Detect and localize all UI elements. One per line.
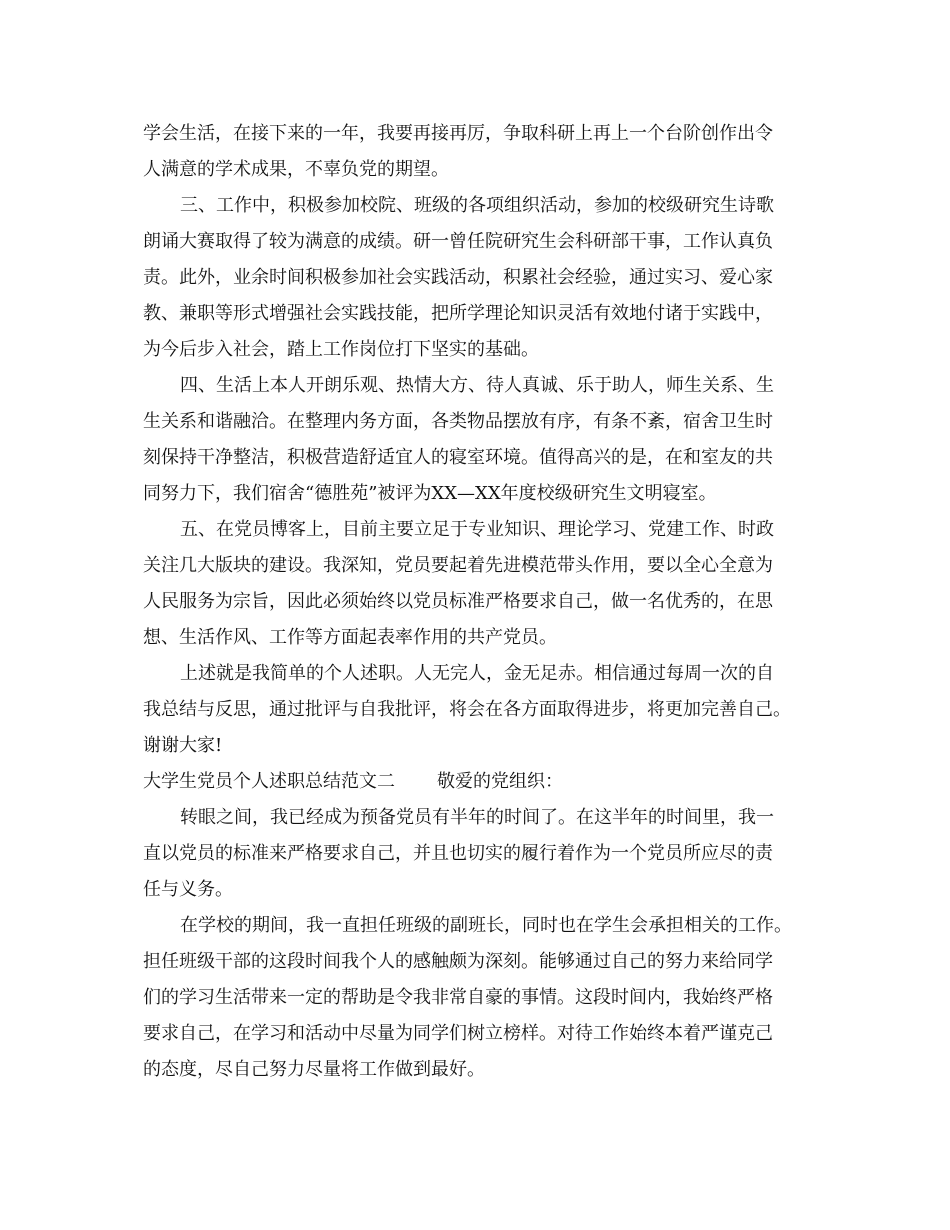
document-body <box>143 116 811 1088</box>
text-line: 我总结与反思，通过批评与自我批评，将会在各方面取得进步，将更加完善自己。 <box>143 699 791 720</box>
text-line: 同努力下，我们宿舍“德胜苑”被评为XX—XX年度校级研究生文明寝室。 <box>143 483 717 504</box>
text-line: 直以党员的标准来严格要求自己，并且也切实的履行着作为一个党员所应尽的责 <box>143 843 773 864</box>
paragraph-start-line: 四、生活上本人开朗乐观、热情大方、待人真诚、乐于助人，师生关系、生 <box>180 375 774 396</box>
text-line: 人满意的学术成果，不辜负党的期望。 <box>143 159 449 180</box>
text-line: 责。此外，业余时间积极参加社会实践活动，积累社会经验，通过实习、爱心家 <box>143 267 773 288</box>
text-line: 人民服务为宗旨，因此必须始终以党员标准严格要求自己，做一名优秀的，在思 <box>143 591 773 612</box>
salutation: 敬爱的党组织： <box>437 771 563 792</box>
text-line: 学会生活，在接下来的一年，我要再接再厉，争取科研上再上一个台阶创作出令 <box>143 123 773 144</box>
text-line: 的态度，尽自己努力尽量将工作做到最好。 <box>143 1059 485 1080</box>
paragraph-start-line: 上述就是我简单的个人述职。人无完人，金无足赤。相信通过每周一次的自 <box>180 663 774 684</box>
text-line: 教、兼职等形式增强社会实践技能，把所学理论知识灵活有效地付诸于实践中， <box>143 303 773 324</box>
text-line: 关注几大版块的建设。我深知，党员要起着先进模范带头作用，要以全心全意为 <box>143 555 773 576</box>
text-line: 生关系和谐融洽。在整理内务方面，各类物品摆放有序，有条不紊，宿舍卫生时 <box>143 411 773 432</box>
section-heading-line <box>143 764 811 800</box>
text-line: 担任班级干部的这段时间我个人的感触颇为深刻。能够通过自己的努力来给同学 <box>143 951 773 972</box>
text-line: 刻保持干净整洁，积极营造舒适宜人的寝室环境。值得高兴的是，在和室友的共 <box>143 447 773 468</box>
text-line: 谢谢大家! <box>143 735 223 756</box>
text-line: 想、生活作风、工作等方面起表率作用的共产党员。 <box>143 627 557 648</box>
paragraph-start-line: 五、在党员博客上，目前主要立足于专业知识、理论学习、党建工作、时政 <box>180 519 774 540</box>
paragraph-start-line: 转眼之间，我已经成为预备党员有半年的时间了。在这半年的时间里，我一 <box>180 807 774 828</box>
paragraph-start-line: 三、工作中，积极参加校院、班级的各项组织活动，参加的校级研究生诗歌 <box>180 195 774 216</box>
text-line: 朗诵大赛取得了较为满意的成绩。研一曾任院研究生会科研部干事，工作认真负 <box>143 231 773 252</box>
text-line: 们的学习生活带来一定的帮助是令我非常自豪的事情。这段时间内，我始终严格 <box>143 987 773 1008</box>
paragraph-start-line: 在学校的期间，我一直担任班级的副班长，同时也在学生会承担相关的工作。 <box>180 915 792 936</box>
section-title: 大学生党员个人述职总结范文二 <box>143 771 395 792</box>
text-line: 为今后步入社会，踏上工作岗位打下坚实的基础。 <box>143 339 539 360</box>
text-line: 任与义务。 <box>143 879 233 900</box>
text-line: 要求自己，在学习和活动中尽量为同学们树立榜样。对待工作始终本着严谨克己 <box>143 1023 773 1044</box>
